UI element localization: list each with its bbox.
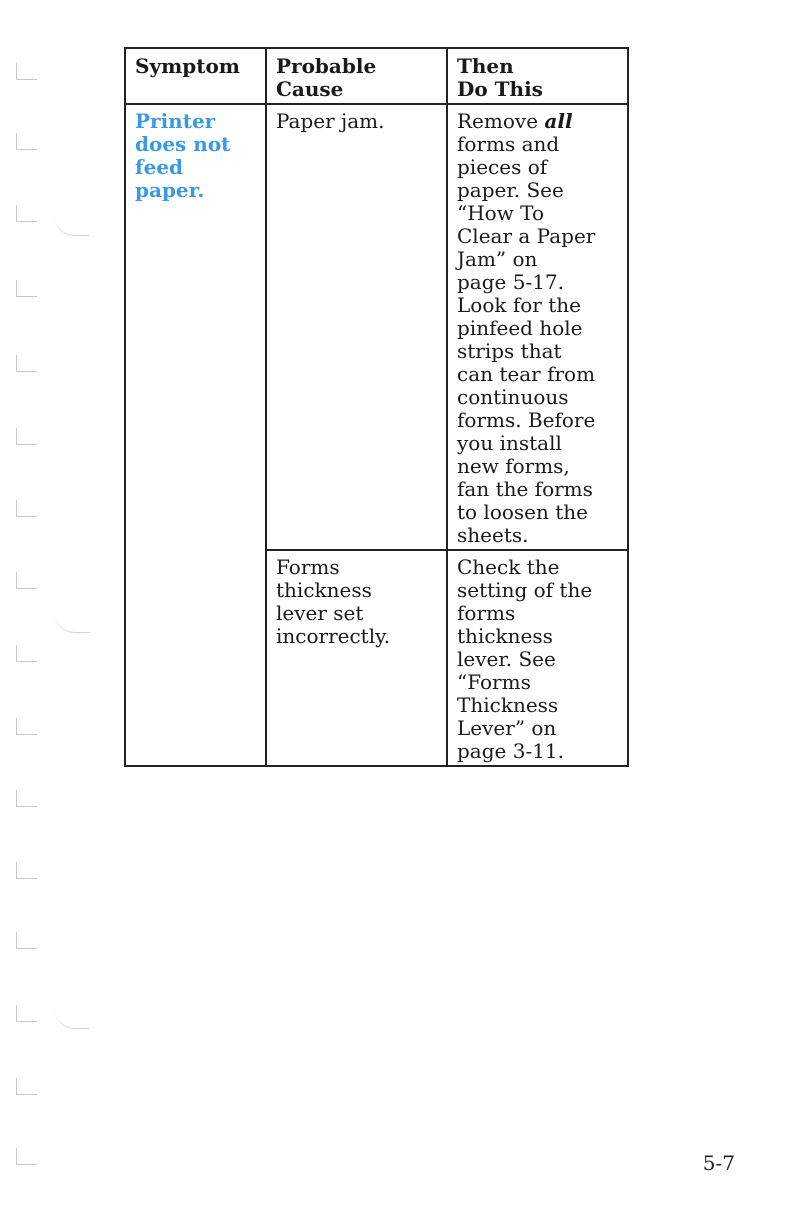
- binder-mark: [16, 862, 37, 879]
- binder-mark: [16, 718, 37, 735]
- emphasis-text: all: [544, 109, 573, 133]
- binder-mark: [16, 280, 37, 297]
- binder-mark: [16, 1148, 37, 1165]
- binder-mark: [16, 500, 37, 517]
- binder-mark: [16, 133, 37, 150]
- header-then-do-this: Then Do This: [447, 48, 628, 104]
- binder-curve: [54, 1008, 90, 1029]
- page-number: 5-7: [702, 1151, 735, 1175]
- binder-mark: [16, 428, 37, 445]
- symptom-cell: Printer does not feed paper.: [125, 104, 266, 766]
- cause-cell: Paper jam.: [266, 104, 447, 550]
- action-cell: Remove all forms and pieces of paper. See “How To Clear a Paper Jam” on page 5-17. Look for the pinfeed hole strips that can tear from continuous forms. Before you install new forms, fan the forms to loosen the sheets.: [447, 104, 628, 550]
- table-header-row: [125, 48, 628, 104]
- action-cell: Check the setting of the forms thickness lever. See “Forms Thickness Lever” on page 3-11.: [447, 550, 628, 766]
- action-first-line: Remove all: [457, 109, 573, 133]
- binder-mark: [16, 63, 37, 80]
- binder-mark: [16, 355, 37, 372]
- troubleshooting-table: [124, 47, 629, 767]
- binder-mark: [16, 932, 37, 949]
- binder-curve: [54, 215, 90, 236]
- header-probable-cause: Probable Cause: [266, 48, 447, 104]
- header-symptom: Symptom: [125, 48, 266, 104]
- binder-mark: [16, 645, 37, 662]
- binder-mark: [16, 205, 37, 222]
- binder-mark: [16, 572, 37, 589]
- binder-mark: [16, 790, 37, 807]
- binder-mark: [16, 1005, 37, 1022]
- cause-cell: Forms thickness lever set incorrectly.: [266, 550, 447, 766]
- binder-curve: [54, 612, 90, 633]
- binder-mark: [16, 1078, 37, 1095]
- table-row: [125, 104, 628, 550]
